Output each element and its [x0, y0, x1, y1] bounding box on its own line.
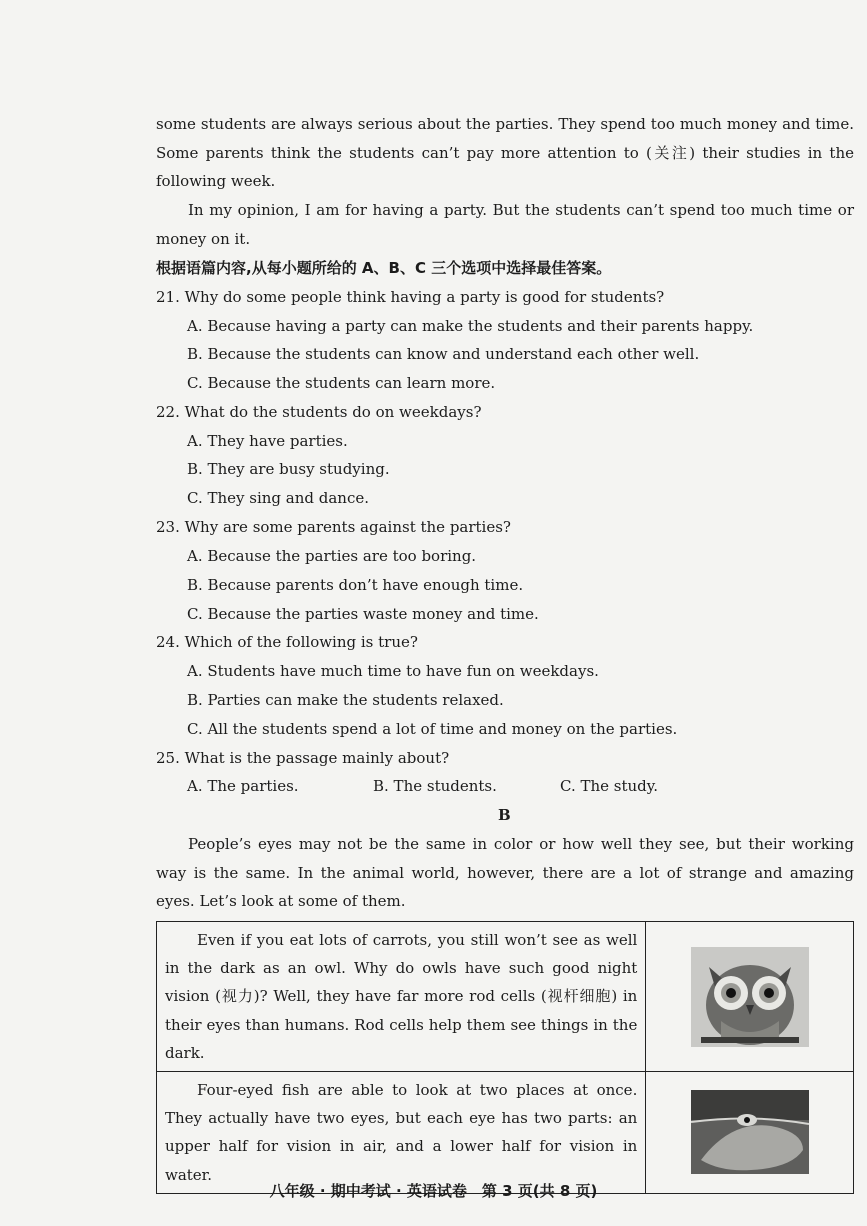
- question-stem: 24. Which of the following is true?: [156, 633, 418, 651]
- section-heading: B: [498, 806, 511, 824]
- answer-option: B. Because the students can know and understand each other well.: [187, 345, 700, 363]
- question-stem: 21. Why do some people think having a party is good for students?: [156, 288, 665, 306]
- instruction-text: 根据语篇内容,从每小题所给的 A、B、C 三个选项中选择最佳答案。: [156, 259, 612, 277]
- answer-option: A. They have parties.: [187, 432, 348, 450]
- answer-option: A. The parties.: [187, 777, 299, 795]
- answer-option: C. The study.: [560, 777, 659, 795]
- owl-image: [691, 947, 809, 1047]
- fish-image-cell: [646, 1072, 854, 1194]
- answer-option: B. They are busy studying.: [187, 460, 390, 478]
- question-stem: 22. What do the students do on weekdays?: [156, 403, 482, 421]
- answer-option: C. All the students spend a lot of time and money on the parties.: [187, 720, 678, 738]
- answer-option: A. Students have much time to have fun on weekdays.: [187, 662, 599, 680]
- four-eyed-fish-image: [691, 1090, 809, 1174]
- answer-option: C. Because the students can learn more.: [187, 374, 496, 392]
- owl-image-cell: [646, 922, 854, 1072]
- question-stem: 25. What is the passage mainly about?: [156, 749, 450, 767]
- section-b-intro: People’s eyes may not be the same in color or how well they see, but their working way is the same. In the animal world, however, there are a lot of strange and amazing eyes. Let’s look at some of them.: [156, 835, 854, 911]
- answer-option: C. They sing and dance.: [187, 489, 370, 507]
- fish-text-cell: Four-eyed fish are able to look at two places at once. They actually have two eyes, but each eye has two parts: an upper half for vision in air, and a lower half for vision in water.: [157, 1072, 646, 1194]
- page-footer: 八年级 · 期中考试 · 英语试卷 第 3 页(共 8 页): [269, 1182, 598, 1200]
- answer-option: B. Parties can make the students relaxed.: [187, 691, 504, 709]
- passage-paragraph: In my opinion, I am for having a party. But the students can’t spend too much time or money on it.: [156, 201, 854, 248]
- answer-option: B. The students.: [373, 777, 497, 795]
- answer-option: C. Because the parties waste money and time.: [187, 605, 539, 623]
- answer-option: A. Because the parties are too boring.: [187, 547, 477, 565]
- owl-text-cell: Even if you eat lots of carrots, you still won’t see as well in the dark as an owl. Why do owls have such good night vision (视力)? Well, they have far more rod cells (视杆细胞) in their eyes than humans. Rod cells help them see things in the dark.: [157, 922, 646, 1072]
- answer-option: A. Because having a party can make the students and their parents happy.: [187, 317, 754, 335]
- table-row: [157, 1072, 854, 1194]
- question-stem: 23. Why are some parents against the parties?: [156, 518, 511, 536]
- answer-option: B. Because parents don’t have enough time.: [187, 576, 524, 594]
- passage-paragraph: some students are always serious about the parties. They spend too much money and time. Some parents think the students can’t pay more attention to (关注) their studies in the following week.: [156, 115, 854, 191]
- table-row: [157, 922, 854, 1072]
- animal-eyes-table: [156, 921, 854, 1194]
